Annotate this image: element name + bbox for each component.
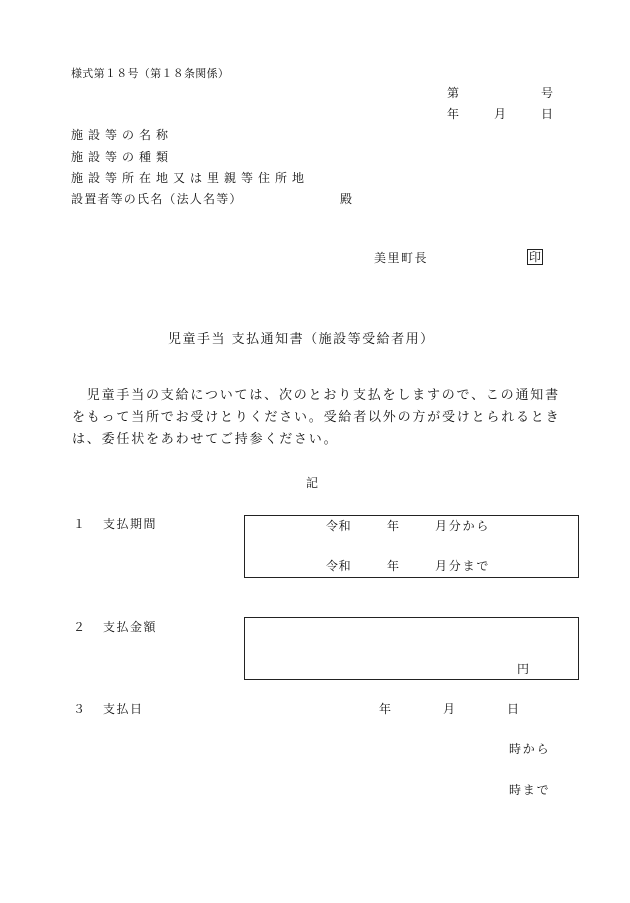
period-to-suffix: 月分まで [435,559,491,573]
facility-type-label: 施設等の種類 [71,150,174,164]
issue-date-day-label: 日 [541,107,554,121]
issuer-title: 美里町長 [374,251,429,265]
period-from-year-label: 年 [387,519,400,533]
seal-mark: 印 [529,250,542,264]
period-to-year-label: 年 [387,559,400,573]
facility-name-label: 施設等の名称 [71,128,174,142]
issue-date-year-label: 年 [447,107,460,121]
payment-date-year-label: 年 [379,702,392,716]
founder-name-label: 設置者等の氏名（法人名等） [71,192,243,206]
amount-unit: 円 [517,662,530,676]
payment-amount-box[interactable] [244,617,579,680]
period-to-era: 令和 [326,559,352,573]
body-paragraph: 児童手当の支給については、次のとおり支払をしますので、この通知書をもって当所でお受けとりください。受給者以外の方が受けとられるときは、委任状をあわせてご持参ください。 [72,388,561,447]
payment-time-from: 時から [509,742,551,756]
form-number: 様式第１８号（第１８条関係） [71,67,230,80]
issue-date-month-label: 月 [494,107,507,121]
item-3-number: ３ [73,702,86,716]
item-2-label: 支払金額 [103,620,158,634]
item-2-number: ２ [73,620,86,634]
document-title: 児童手当 支払通知書（施設等受給者用） [168,332,435,347]
honorific: 殿 [340,192,353,206]
facility-address-label: 施設等所在地又は里親等住所地 [71,171,310,185]
item-1-label: 支払期間 [103,517,158,531]
doc-number-prefix: 第 [447,86,460,100]
payment-date-month-label: 月 [443,702,456,716]
period-from-era: 令和 [326,519,352,533]
item-1-number: １ [73,517,86,531]
item-3-label: 支払日 [103,702,144,716]
payment-period-box[interactable] [244,515,579,578]
period-from-suffix: 月分から [435,519,491,533]
ki-heading: 記 [306,476,319,490]
doc-number-suffix: 号 [541,86,554,100]
payment-time-to: 時まで [509,783,551,797]
payment-date-day-label: 日 [507,702,520,716]
